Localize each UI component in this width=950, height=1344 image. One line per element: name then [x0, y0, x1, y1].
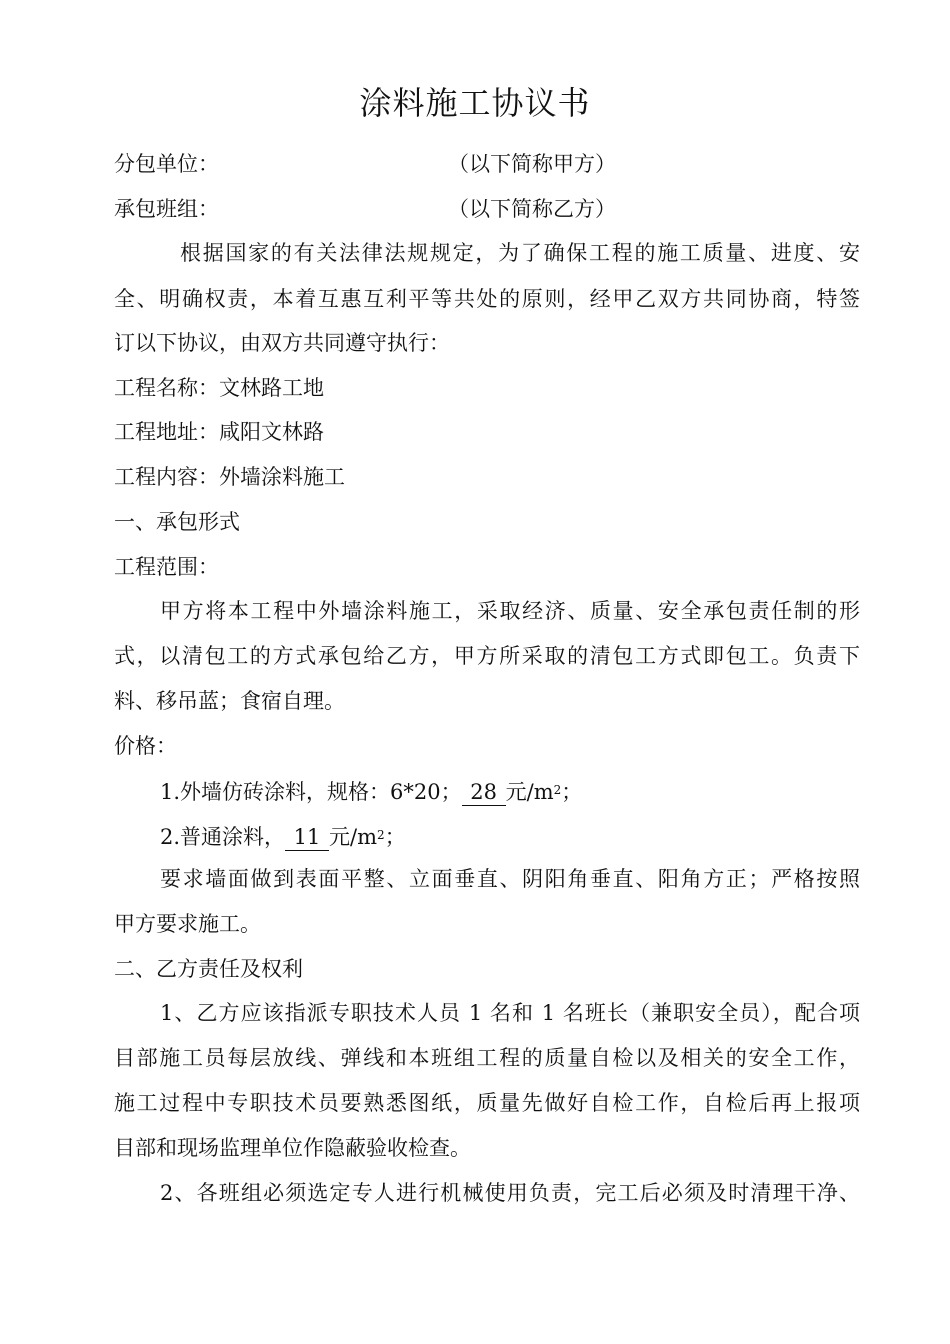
item1-line: 施工过程中专职技术员要熟悉图纸，质量先做好自检工作，自检后再上报项 [114, 1091, 860, 1115]
intro-line: 根据国家的有关法律法规规定，为了确保工程的施工质量、进度、安 [180, 241, 860, 265]
price2-end: ； [384, 825, 406, 849]
item1-line: 目部和现场监理单位作隐蔽验收检查。 [114, 1136, 471, 1160]
price1-sup: 2 [553, 783, 562, 797]
project-name: 工程名称：文林路工地 [114, 376, 324, 400]
section1-heading: 一、承包形式 [114, 510, 240, 534]
price-label: 价格： [114, 734, 177, 758]
price2-sup: 2 [377, 828, 385, 842]
scope-label: 工程范围： [114, 555, 219, 579]
item1-line: 1、乙方应该指派专职技术人员 1 名和 1 名班长（兼职安全员），配合项 [160, 1001, 860, 1025]
contractor-label: 承包班组： [114, 197, 219, 221]
scope-text-line: 甲方将本工程中外墙涂料施工，采取经济、质量、安全承包责任制的形 [160, 599, 860, 623]
price2-unit: 元/m [329, 825, 378, 849]
item2-line: 2、各班组必须选定专人进行机械使用负责，完工后必须及时清理干净、 [160, 1181, 860, 1205]
requirement-line: 甲方要求施工。 [114, 912, 261, 936]
price1-unit: 元/m [505, 780, 554, 804]
scope-text-line: 料、移吊蓝；食宿自理。 [114, 689, 345, 713]
price2-value: 11 [285, 824, 329, 851]
intro-line: 订以下协议，由双方共同遵守执行： [114, 331, 450, 355]
subcontractor-note: （以下简称甲方） [448, 152, 616, 176]
price-item-2 [160, 822, 406, 851]
contractor-note: （以下简称乙方） [448, 197, 616, 221]
project-address: 工程地址：咸阳文林路 [114, 420, 324, 444]
price1-end: ； [561, 780, 583, 804]
price-item-1 [160, 777, 582, 806]
price2-prefix: 2.普通涂料， [160, 825, 286, 849]
scope-text-line: 式，以清包工的方式承包给乙方，甲方所采取的清包工方式即包工。负责下 [114, 644, 860, 668]
item1-line: 目部施工员每层放线、弹线和本班组工程的质量自检以及相关的安全工作， [114, 1046, 860, 1070]
document-title: 涂料施工协议书 [359, 84, 591, 122]
section2-heading: 二、乙方责任及权利 [114, 957, 303, 981]
intro-line: 全、明确权责，本着互惠互利平等共处的原则，经甲乙双方共同协商，特签 [114, 287, 860, 311]
price1-prefix: 1.外墙仿砖涂料，规格：6*20； [160, 780, 462, 804]
project-content: 工程内容：外墙涂料施工 [114, 465, 345, 489]
requirement-line: 要求墙面做到表面平整、立面垂直、阴阳角垂直、阳角方正；严格按照 [160, 867, 860, 891]
subcontractor-label: 分包单位： [114, 152, 219, 176]
price1-value: 28 [462, 779, 506, 806]
